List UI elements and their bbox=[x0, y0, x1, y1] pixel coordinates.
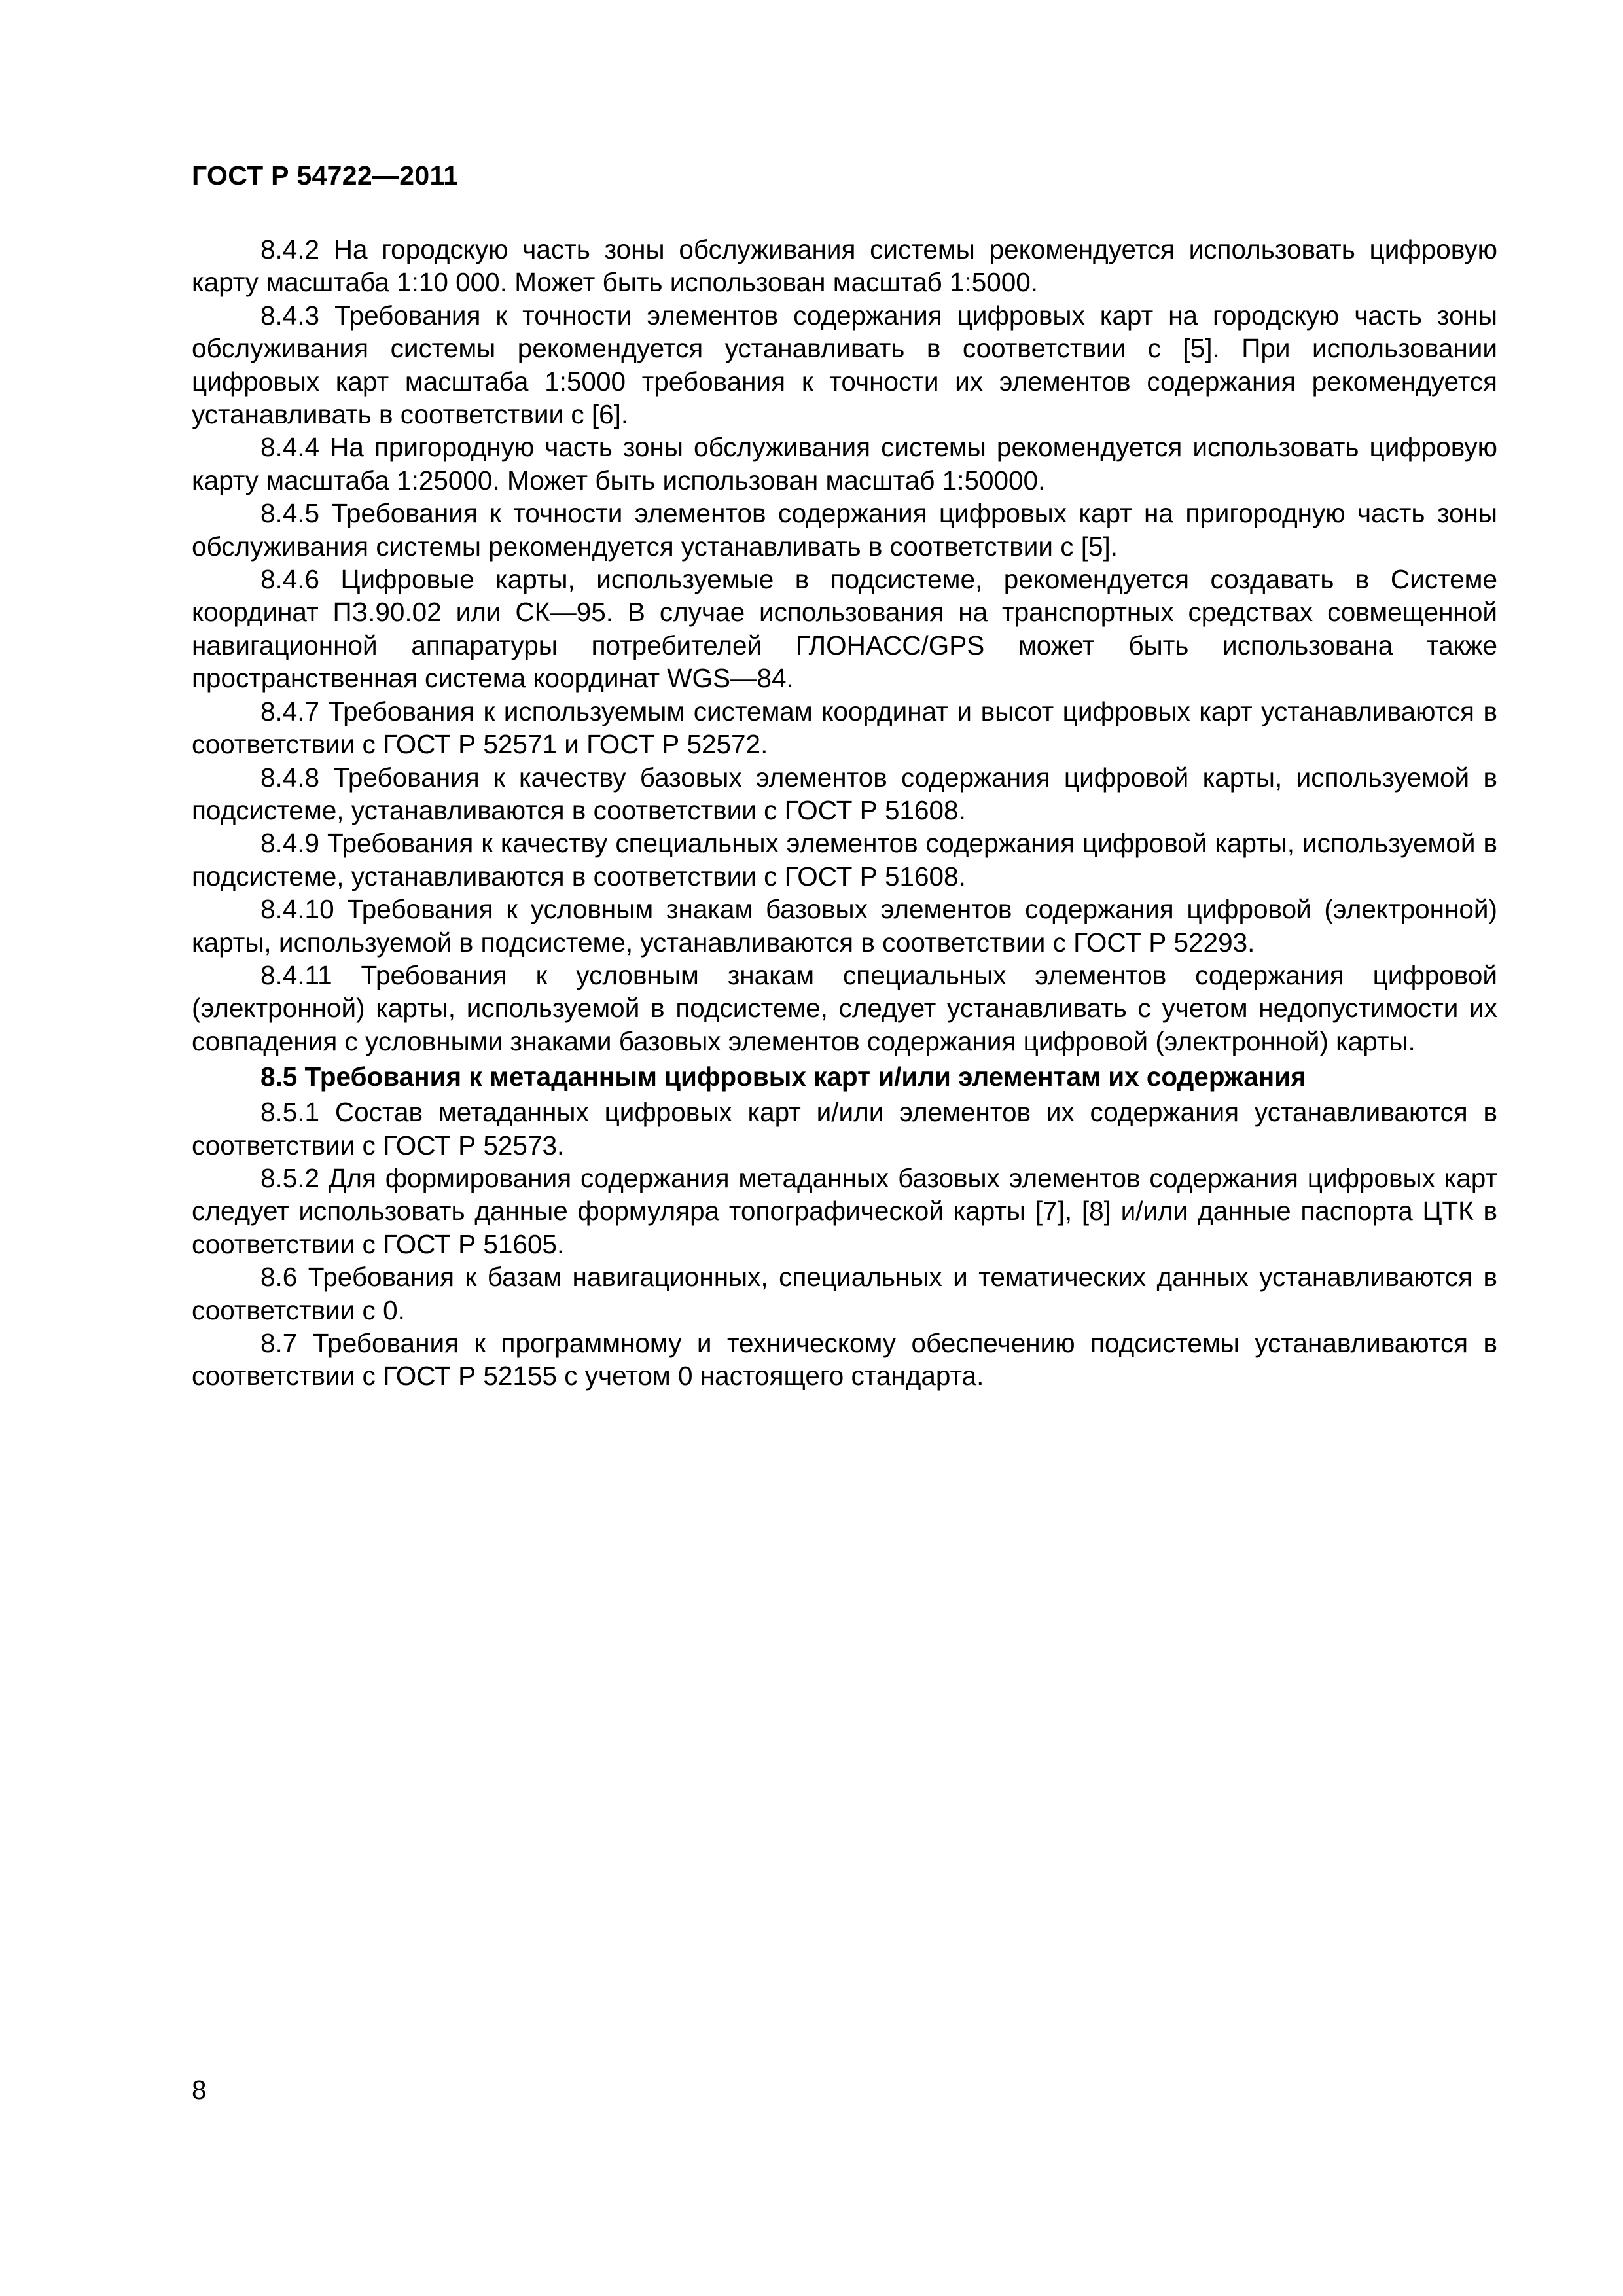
paragraph-8-4-7: 8.4.7 Требования к используемым системам координат и высот цифровых карт устанавливаются в соответствии с ГОСТ Р 52571 и ГОСТ Р 52572. bbox=[192, 696, 1497, 760]
paragraph-8-4-4: 8.4.4 На пригородную часть зоны обслуживания системы рекомендуется использовать цифровую карту масштаба 1:25000. Может быть использован масштаб 1:50000. bbox=[192, 432, 1497, 495]
document-header-title: ГОСТ Р 54722—2011 bbox=[192, 160, 459, 190]
paragraph-8-4-3: 8.4.3 Требования к точности элементов содержания цифровых карт на городскую часть зоны обслуживания системы рекомендуется устанавливать в соответствии с [5]. При использовании цифровых карт масштаба 1:5000 требования к точности их элементов содержания рекомендуется устанавливать в соответствии с [6]. bbox=[192, 300, 1497, 430]
paragraph-8-4-8: 8.4.8 Требования к качеству базовых элементов содержания цифровой карты, используемой в подсистеме, устанавливаются в соответствии с ГОСТ Р 51608. bbox=[192, 762, 1497, 825]
document-body bbox=[192, 233, 1497, 1393]
paragraph-8-7: 8.7 Требования к программному и техническому обеспечению подсистемы устанавливаются в соответствии с ГОСТ Р 52155 с учетом 0 настоящего стандарта. bbox=[192, 1328, 1497, 1391]
section-heading-8-5: 8.5 Требования к метаданным цифровых карт и/или элементам их содержания bbox=[260, 1062, 1306, 1092]
paragraph-8-6: 8.6 Требования к базам навигационных, специальных и тематических данных устанавливаются в соответствии с 0. bbox=[192, 1262, 1497, 1325]
paragraph-8-4-2: 8.4.2 На городскую часть зоны обслуживания системы рекомендуется использовать цифровую карту масштаба 1:10 000. Может быть использован масштаб 1:5000. bbox=[192, 234, 1497, 298]
page-number: 8 bbox=[192, 2075, 207, 2105]
paragraph-8-4-6: 8.4.6 Цифровые карты, используемые в подсистеме, рекомендуется создавать в Системе координат ПЗ.90.02 или СК—95. В случае использования на транспортных средствах совмещенной навигационной аппаратуры потребителей ГЛОНАСС/GPS может быть использована также пространственная система координат WGS—84. bbox=[192, 564, 1497, 694]
paragraph-8-5-1: 8.5.1 Состав метаданных цифровых карт и/или элементов их содержания устанавливаются в соответствии с ГОСТ Р 52573. bbox=[192, 1097, 1497, 1160]
paragraph-8-4-11: 8.4.11 Требования к условным знакам специальных элементов содержания цифровой (электронной) карты, используемой в подсистеме, следует устанавливать с учетом недопустимости их совпадения с условными знаками базовых элементов содержания цифровой (электронной) карты. bbox=[192, 960, 1497, 1056]
paragraph-8-4-10: 8.4.10 Требования к условным знакам базовых элементов содержания цифровой (электронной) карты, используемой в подсистеме, устанавливаются в соответствии с ГОСТ Р 52293. bbox=[192, 894, 1497, 958]
paragraph-8-5-2: 8.5.2 Для формирования содержания метаданных базовых элементов содержания цифровых карт следует использовать данные формуляра топографической карты [7], [8] и/или данные паспорта ЦТК в соответствии с ГОСТ Р 51605. bbox=[192, 1162, 1497, 1259]
paragraph-8-4-9: 8.4.9 Требования к качеству специальных элементов содержания цифровой карты, используемой в подсистеме, устанавливаются в соответствии с ГОСТ Р 51608. bbox=[192, 828, 1497, 891]
paragraph-8-4-5: 8.4.5 Требования к точности элементов содержания цифровых карт на пригородную часть зоны обслуживания системы рекомендуется устанавливать в соответствии с [5]. bbox=[192, 498, 1497, 562]
